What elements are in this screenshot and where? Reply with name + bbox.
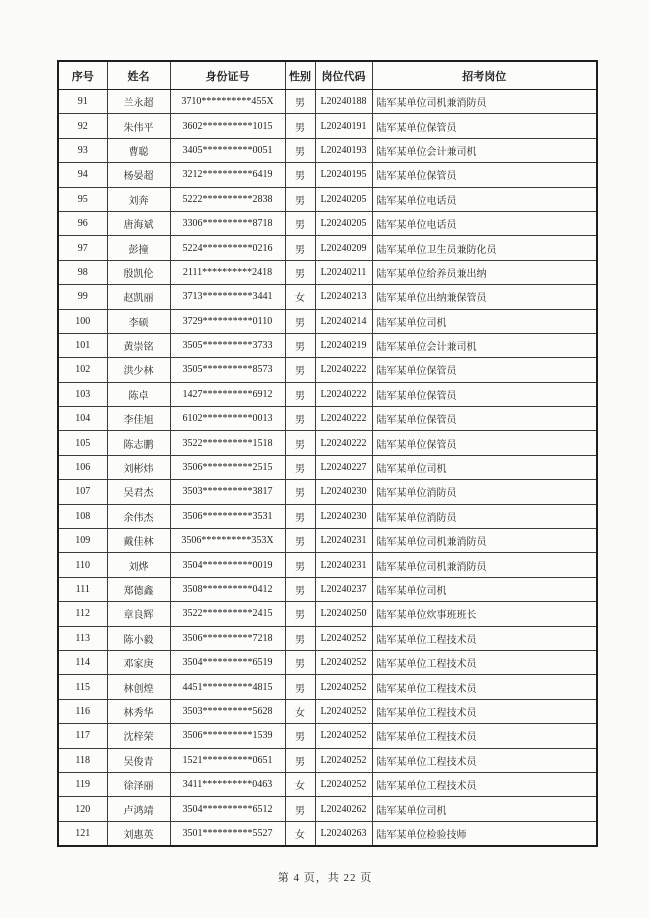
cell-id-number: 3506**********2515 xyxy=(170,455,285,479)
cell-job-code: L20240231 xyxy=(315,553,372,577)
cell-position: 陆军某单位司机 xyxy=(372,309,597,333)
table-row xyxy=(58,529,597,553)
cell-position: 陆军某单位工程技术员 xyxy=(372,650,597,674)
col-header-job-code: 岗位代码 xyxy=(315,61,372,90)
cell-job-code: L20240252 xyxy=(315,699,372,723)
cell-index: 118 xyxy=(58,748,107,772)
cell-position: 陆军某单位保管员 xyxy=(372,407,597,431)
cell-name: 戴佳林 xyxy=(107,529,170,553)
cell-job-code: L20240195 xyxy=(315,163,372,187)
cell-position: 陆军某单位给养员兼出纳 xyxy=(372,260,597,284)
cell-name: 吴俊青 xyxy=(107,748,170,772)
cell-gender: 男 xyxy=(285,626,315,650)
cell-gender: 男 xyxy=(285,455,315,479)
table-row xyxy=(58,138,597,162)
cell-gender: 男 xyxy=(285,358,315,382)
cell-id-number: 3506**********353X xyxy=(170,529,285,553)
cell-id-number: 3710**********455X xyxy=(170,90,285,114)
cell-gender: 男 xyxy=(285,553,315,577)
cell-id-number: 3506**********7218 xyxy=(170,626,285,650)
table-row xyxy=(58,626,597,650)
cell-job-code: L20240252 xyxy=(315,650,372,674)
cell-index: 106 xyxy=(58,455,107,479)
cell-name: 陈小毅 xyxy=(107,626,170,650)
cell-position: 陆军某单位电话员 xyxy=(372,187,597,211)
table-row xyxy=(58,431,597,455)
table-header-row xyxy=(58,61,597,90)
col-header-id-number: 身份证号 xyxy=(170,61,285,90)
cell-job-code: L20240263 xyxy=(315,821,372,845)
cell-id-number: 5224**********0216 xyxy=(170,236,285,260)
cell-position: 陆军某单位会计兼司机 xyxy=(372,333,597,357)
cell-id-number: 4451**********4815 xyxy=(170,675,285,699)
cell-job-code: L20240262 xyxy=(315,797,372,821)
cell-position: 陆军某单位消防员 xyxy=(372,504,597,528)
cell-index: 110 xyxy=(58,553,107,577)
cell-job-code: L20240205 xyxy=(315,211,372,235)
cell-id-number: 3729**********0110 xyxy=(170,309,285,333)
table-row xyxy=(58,553,597,577)
cell-position: 陆军某单位保管员 xyxy=(372,163,597,187)
cell-gender: 男 xyxy=(285,90,315,114)
cell-position: 陆军某单位保管员 xyxy=(372,382,597,406)
cell-job-code: L20240213 xyxy=(315,285,372,309)
cell-name: 李硕 xyxy=(107,309,170,333)
cell-job-code: L20240230 xyxy=(315,504,372,528)
cell-id-number: 3508**********0412 xyxy=(170,577,285,601)
table-row xyxy=(58,187,597,211)
cell-index: 111 xyxy=(58,577,107,601)
col-header-index: 序号 xyxy=(58,61,107,90)
cell-gender: 男 xyxy=(285,504,315,528)
cell-gender: 男 xyxy=(285,675,315,699)
cell-gender: 男 xyxy=(285,138,315,162)
cell-position: 陆军某单位会计兼司机 xyxy=(372,138,597,162)
cell-index: 120 xyxy=(58,797,107,821)
cell-job-code: L20240188 xyxy=(315,90,372,114)
cell-job-code: L20240222 xyxy=(315,407,372,431)
cell-gender: 男 xyxy=(285,529,315,553)
cell-id-number: 3602**********1015 xyxy=(170,114,285,138)
cell-position: 陆军某单位司机兼消防员 xyxy=(372,90,597,114)
cell-position: 陆军某单位保管员 xyxy=(372,358,597,382)
cell-position: 陆军某单位消防员 xyxy=(372,480,597,504)
cell-index: 114 xyxy=(58,650,107,674)
cell-index: 119 xyxy=(58,772,107,796)
cell-name: 洪少林 xyxy=(107,358,170,382)
cell-name: 刘奔 xyxy=(107,187,170,211)
cell-job-code: L20240191 xyxy=(315,114,372,138)
cell-name: 刘烨 xyxy=(107,553,170,577)
cell-gender: 男 xyxy=(285,407,315,431)
table-row xyxy=(58,455,597,479)
cell-job-code: L20240209 xyxy=(315,236,372,260)
cell-position: 陆军某单位炊事班班长 xyxy=(372,602,597,626)
cell-position: 陆军某单位工程技术员 xyxy=(372,675,597,699)
cell-id-number: 3405**********0051 xyxy=(170,138,285,162)
cell-gender: 男 xyxy=(285,650,315,674)
cell-name: 卢鸿靖 xyxy=(107,797,170,821)
table-row xyxy=(58,772,597,796)
cell-position: 陆军某单位电话员 xyxy=(372,211,597,235)
col-header-position: 招考岗位 xyxy=(372,61,597,90)
cell-id-number: 3505**********3733 xyxy=(170,333,285,357)
table-row xyxy=(58,211,597,235)
cell-position: 陆军某单位保管员 xyxy=(372,114,597,138)
cell-name: 彭撞 xyxy=(107,236,170,260)
cell-name: 陈志鹏 xyxy=(107,431,170,455)
cell-job-code: L20240252 xyxy=(315,626,372,650)
table-row xyxy=(58,797,597,821)
cell-gender: 男 xyxy=(285,333,315,357)
cell-name: 邓家庚 xyxy=(107,650,170,674)
table-row xyxy=(58,358,597,382)
cell-id-number: 1521**********0651 xyxy=(170,748,285,772)
cell-name: 赵凯丽 xyxy=(107,285,170,309)
cell-position: 陆军某单位工程技术员 xyxy=(372,699,597,723)
cell-name: 刘彬炜 xyxy=(107,455,170,479)
table-row xyxy=(58,577,597,601)
cell-id-number: 3503**********3817 xyxy=(170,480,285,504)
cell-job-code: L20240211 xyxy=(315,260,372,284)
cell-position: 陆军某单位检验技师 xyxy=(372,821,597,845)
cell-id-number: 3522**********1518 xyxy=(170,431,285,455)
cell-gender: 男 xyxy=(285,480,315,504)
table-row xyxy=(58,650,597,674)
cell-name: 沈梓荣 xyxy=(107,724,170,748)
cell-position: 陆军某单位司机 xyxy=(372,455,597,479)
cell-gender: 男 xyxy=(285,163,315,187)
cell-id-number: 3504**********6519 xyxy=(170,650,285,674)
cell-index: 113 xyxy=(58,626,107,650)
table-row xyxy=(58,236,597,260)
cell-index: 104 xyxy=(58,407,107,431)
cell-index: 115 xyxy=(58,675,107,699)
cell-gender: 男 xyxy=(285,602,315,626)
cell-id-number: 3504**********0019 xyxy=(170,553,285,577)
table-row xyxy=(58,260,597,284)
cell-name: 徐泽丽 xyxy=(107,772,170,796)
cell-gender: 女 xyxy=(285,699,315,723)
cell-position: 陆军某单位司机 xyxy=(372,797,597,821)
cell-index: 107 xyxy=(58,480,107,504)
cell-index: 105 xyxy=(58,431,107,455)
cell-index: 98 xyxy=(58,260,107,284)
cell-name: 林创煌 xyxy=(107,675,170,699)
cell-gender: 男 xyxy=(285,577,315,601)
table-row xyxy=(58,699,597,723)
table-row xyxy=(58,407,597,431)
cell-job-code: L20240219 xyxy=(315,333,372,357)
cell-name: 兰永超 xyxy=(107,90,170,114)
cell-position: 陆军某单位工程技术员 xyxy=(372,724,597,748)
cell-id-number: 3522**********2415 xyxy=(170,602,285,626)
cell-index: 94 xyxy=(58,163,107,187)
cell-position: 陆军某单位工程技术员 xyxy=(372,626,597,650)
cell-job-code: L20240252 xyxy=(315,724,372,748)
cell-position: 陆军某单位卫生员兼防化员 xyxy=(372,236,597,260)
cell-index: 108 xyxy=(58,504,107,528)
cell-position: 陆军某单位工程技术员 xyxy=(372,772,597,796)
cell-name: 黄崇铭 xyxy=(107,333,170,357)
table-row xyxy=(58,333,597,357)
cell-index: 95 xyxy=(58,187,107,211)
cell-name: 杨晏超 xyxy=(107,163,170,187)
cell-gender: 男 xyxy=(285,260,315,284)
cell-index: 109 xyxy=(58,529,107,553)
cell-name: 曹聪 xyxy=(107,138,170,162)
cell-gender: 男 xyxy=(285,114,315,138)
cell-position: 陆军某单位司机 xyxy=(372,577,597,601)
cell-name: 唐海斌 xyxy=(107,211,170,235)
cell-job-code: L20240252 xyxy=(315,748,372,772)
cell-id-number: 2111**********2418 xyxy=(170,260,285,284)
cell-index: 93 xyxy=(58,138,107,162)
cell-gender: 男 xyxy=(285,797,315,821)
cell-id-number: 3411**********0463 xyxy=(170,772,285,796)
cell-index: 99 xyxy=(58,285,107,309)
cell-job-code: L20240214 xyxy=(315,309,372,333)
cell-gender: 男 xyxy=(285,748,315,772)
cell-id-number: 1427**********6912 xyxy=(170,382,285,406)
table-row xyxy=(58,382,597,406)
cell-index: 97 xyxy=(58,236,107,260)
cell-position: 陆军某单位保管员 xyxy=(372,431,597,455)
cell-index: 112 xyxy=(58,602,107,626)
cell-position: 陆军某单位出纳兼保管员 xyxy=(372,285,597,309)
cell-index: 96 xyxy=(58,211,107,235)
cell-gender: 男 xyxy=(285,431,315,455)
table-row xyxy=(58,675,597,699)
cell-name: 郑德鑫 xyxy=(107,577,170,601)
cell-position: 陆军某单位司机兼消防员 xyxy=(372,529,597,553)
cell-job-code: L20240252 xyxy=(315,772,372,796)
cell-id-number: 3504**********6512 xyxy=(170,797,285,821)
cell-gender: 女 xyxy=(285,772,315,796)
cell-index: 103 xyxy=(58,382,107,406)
cell-job-code: L20240222 xyxy=(315,382,372,406)
table-body xyxy=(58,90,597,846)
cell-name: 李佳旭 xyxy=(107,407,170,431)
cell-job-code: L20240237 xyxy=(315,577,372,601)
cell-gender: 女 xyxy=(285,821,315,845)
cell-job-code: L20240222 xyxy=(315,358,372,382)
table-row xyxy=(58,724,597,748)
cell-job-code: L20240227 xyxy=(315,455,372,479)
cell-index: 91 xyxy=(58,90,107,114)
cell-index: 92 xyxy=(58,114,107,138)
table-row xyxy=(58,114,597,138)
recruitment-roster-table xyxy=(57,60,598,847)
cell-id-number: 3306**********8718 xyxy=(170,211,285,235)
cell-position: 陆军某单位司机兼消防员 xyxy=(372,553,597,577)
page-number-footer: 第 4 页，共 22 页 xyxy=(277,872,373,884)
cell-name: 章良辉 xyxy=(107,602,170,626)
table-row xyxy=(58,90,597,114)
table-row xyxy=(58,602,597,626)
cell-id-number: 6102**********0013 xyxy=(170,407,285,431)
col-header-gender: 性别 xyxy=(285,61,315,90)
cell-id-number: 3713**********3441 xyxy=(170,285,285,309)
table-row xyxy=(58,748,597,772)
cell-job-code: L20240231 xyxy=(315,529,372,553)
cell-job-code: L20240193 xyxy=(315,138,372,162)
cell-name: 林秀华 xyxy=(107,699,170,723)
cell-gender: 男 xyxy=(285,382,315,406)
table-row xyxy=(58,821,597,845)
cell-job-code: L20240252 xyxy=(315,675,372,699)
cell-name: 朱伟平 xyxy=(107,114,170,138)
cell-index: 117 xyxy=(58,724,107,748)
cell-id-number: 3503**********5628 xyxy=(170,699,285,723)
col-header-name: 姓名 xyxy=(107,61,170,90)
cell-name: 余伟杰 xyxy=(107,504,170,528)
cell-index: 102 xyxy=(58,358,107,382)
cell-gender: 男 xyxy=(285,187,315,211)
cell-gender: 男 xyxy=(285,309,315,333)
table-row xyxy=(58,285,597,309)
cell-name: 殷凯伦 xyxy=(107,260,170,284)
cell-job-code: L20240250 xyxy=(315,602,372,626)
cell-id-number: 3506**********3531 xyxy=(170,504,285,528)
cell-id-number: 3505**********8573 xyxy=(170,358,285,382)
cell-index: 101 xyxy=(58,333,107,357)
cell-id-number: 3212**********6419 xyxy=(170,163,285,187)
cell-index: 116 xyxy=(58,699,107,723)
cell-gender: 男 xyxy=(285,211,315,235)
table-row xyxy=(58,309,597,333)
table-row xyxy=(58,504,597,528)
cell-gender: 女 xyxy=(285,285,315,309)
table-row xyxy=(58,163,597,187)
cell-index: 100 xyxy=(58,309,107,333)
cell-name: 陈卓 xyxy=(107,382,170,406)
cell-id-number: 3501**********5527 xyxy=(170,821,285,845)
cell-job-code: L20240222 xyxy=(315,431,372,455)
cell-gender: 男 xyxy=(285,236,315,260)
cell-id-number: 5222**********2838 xyxy=(170,187,285,211)
cell-name: 吴君杰 xyxy=(107,480,170,504)
cell-job-code: L20240205 xyxy=(315,187,372,211)
cell-position: 陆军某单位工程技术员 xyxy=(372,748,597,772)
cell-job-code: L20240230 xyxy=(315,480,372,504)
table-row xyxy=(58,480,597,504)
cell-gender: 男 xyxy=(285,724,315,748)
cell-index: 121 xyxy=(58,821,107,845)
cell-name: 刘惠英 xyxy=(107,821,170,845)
cell-id-number: 3506**********1539 xyxy=(170,724,285,748)
